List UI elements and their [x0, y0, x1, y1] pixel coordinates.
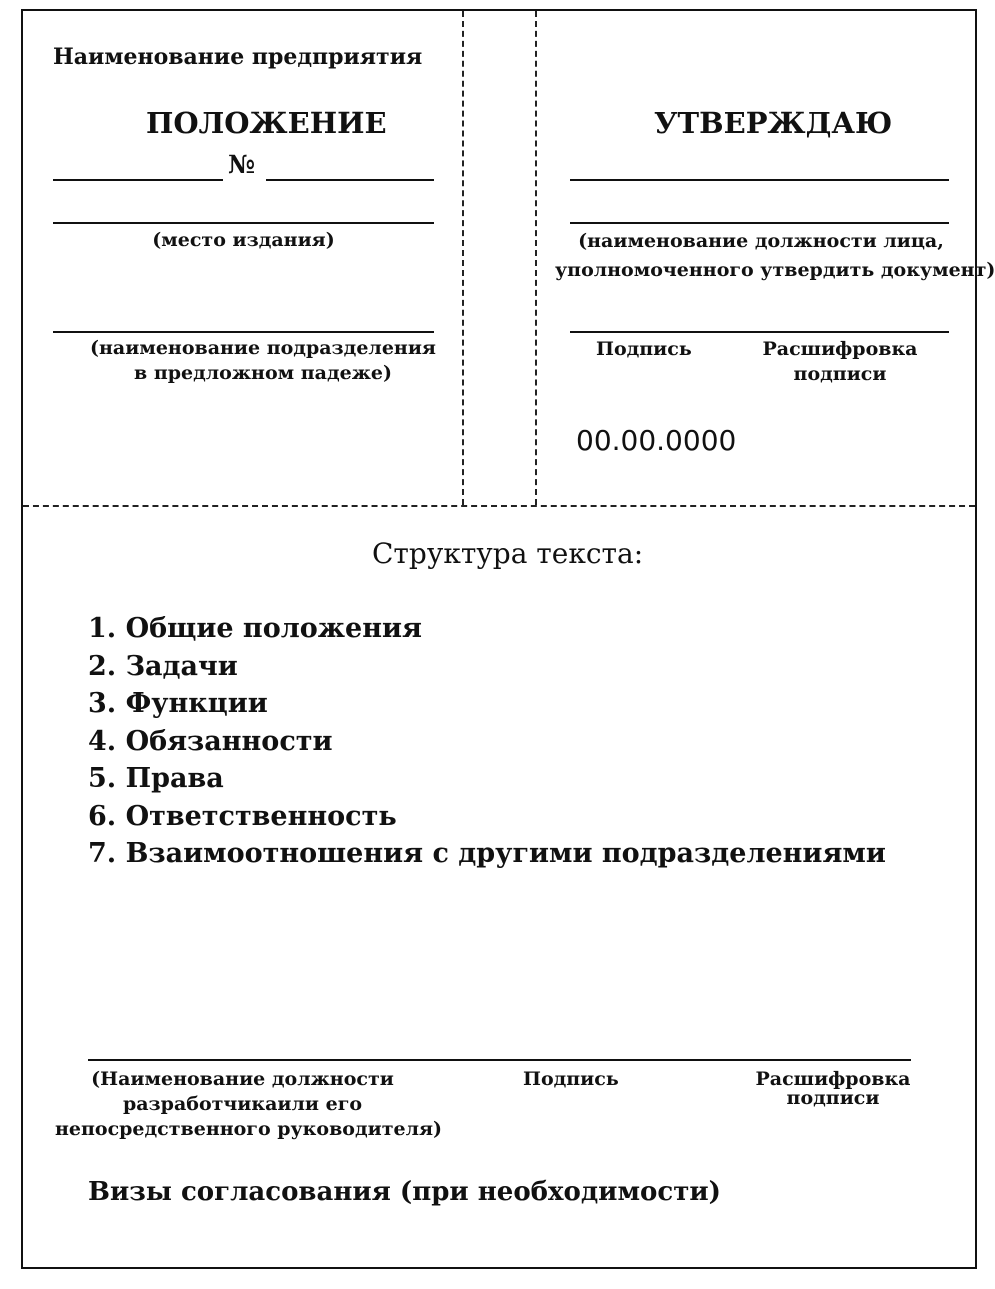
list-item: 6. Ответственность	[88, 800, 397, 832]
signature-line	[570, 331, 949, 333]
list-item: 1. Общие положения	[88, 613, 422, 644]
decoding-label-line1: Расшифровка	[762, 338, 918, 360]
position-caption-line2: уполномоченного утвердить документ)	[555, 259, 995, 281]
structure-list	[88, 610, 886, 873]
unit-caption-line2: в предложном падеже)	[134, 362, 392, 384]
developer-signature-line	[88, 1059, 911, 1061]
approve-title: УТВЕРЖДАЮ	[654, 106, 893, 140]
approval-date: 00.00.0000	[576, 424, 737, 457]
decoding-label-line2: подписи	[793, 363, 887, 385]
fold-line-right	[535, 11, 537, 505]
date-line	[53, 179, 223, 181]
approver-line-2	[570, 222, 949, 224]
fold-line-left	[462, 11, 464, 505]
footer-decoding-line1: Расшифровка	[755, 1068, 911, 1090]
footer-signature-label: Подпись	[523, 1068, 619, 1090]
unit-caption-line1: (наименование подразделения	[90, 337, 436, 359]
signature-label: Подпись	[596, 338, 692, 360]
approval-visas: Визы согласования (при необходимости)	[88, 1177, 721, 1207]
list-item: 3. Функции	[88, 688, 268, 719]
structure-title: Структура текста:	[372, 537, 644, 570]
place-line	[53, 222, 434, 224]
developer-caption-line1: (Наименование должности	[91, 1068, 394, 1090]
number-sign: №	[228, 150, 256, 179]
list-item: 5. Права	[88, 763, 224, 794]
header-separator	[23, 505, 975, 507]
developer-caption-line3: непосредственного руководителя)	[55, 1118, 442, 1140]
developer-caption-line2: разработчикаили его	[122, 1093, 363, 1115]
footer-decoding-line2: подписи	[786, 1087, 880, 1109]
approver-line-1	[570, 179, 949, 181]
position-caption-line1: (наименование должности лица,	[578, 230, 944, 252]
place-caption: (место издания)	[152, 229, 335, 251]
document-type-title: ПОЛОЖЕНИЕ	[146, 106, 387, 140]
list-item: 2. Задачи	[88, 650, 238, 682]
number-line	[266, 179, 434, 181]
unit-line	[53, 331, 434, 333]
organization-name: Наименование предприятия	[53, 44, 423, 70]
list-item: 4. Обязанности	[88, 725, 333, 757]
list-item: 7. Взаимоотношения с другими подразделениями	[88, 838, 886, 869]
